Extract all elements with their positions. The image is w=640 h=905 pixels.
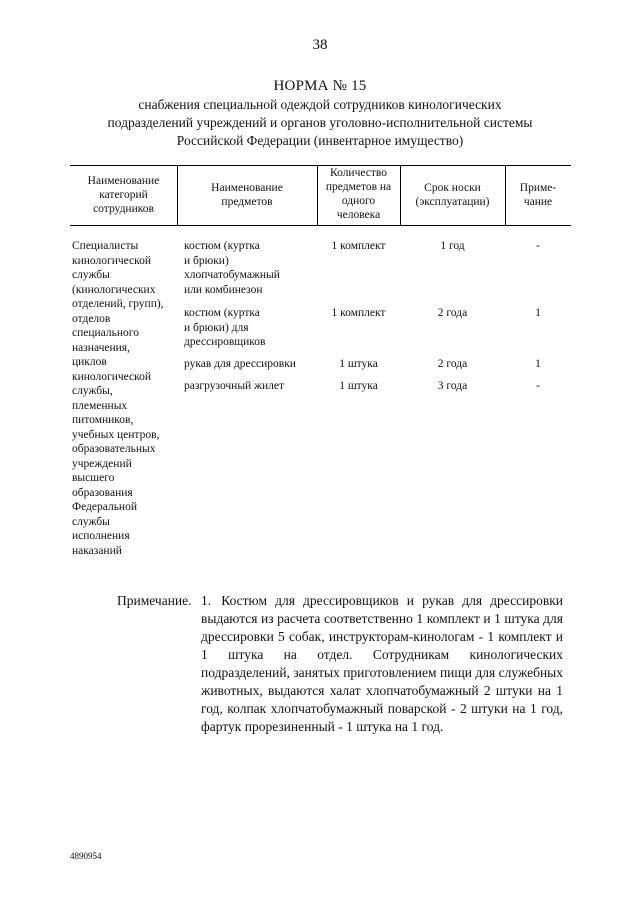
table-row-quantity: 1 штука [339,358,378,370]
table-row-note: - [536,380,540,392]
document-subtitle [70,96,570,150]
note-number: 1. [201,593,212,608]
document-title: НОРМА № 15 [273,78,367,94]
page-number: 38 [312,37,328,53]
table-row-note: - [536,240,540,252]
table-row-item: разгрузочный жилет [184,380,285,392]
table-row-term: 2 года [437,358,468,370]
table-row-item: костюм (куртка и брюки) для дрессировщиков [184,307,266,348]
document-code: 4890954 [70,851,102,861]
table-row-note: 1 [535,358,541,370]
table-row-item: костюм (куртка и брюки) хлопчатобумажный или комбинезон [184,240,280,296]
header-quantity: Количество предметов на одного человека [325,167,392,221]
category-cell: Специалисты кинологической службы (кинологических отделений, групп), отделов специального назначения, циклов кинологической службы, племенных питомников, учебных центров, образовательных учреждений высшего образования Федеральной службы исполнения наказаний [72,240,164,557]
header-note: Приме- чание [519,182,557,208]
table-row-item: рукав для дрессировки [184,358,296,370]
subtitle-line: Российской Федерации (инвентарное имущество) [176,133,464,148]
table-header-border [70,225,571,226]
note-body [201,592,563,736]
table-row-term: 3 года [437,380,468,392]
table-row-term: 2 года [437,307,468,319]
note-text: Костюм для дрессировщиков и рукав для дрессировки выдаются из расчета соответственно 1 комплект и 1 штука для дрессировки 5 собак, инструкторам-кинологам - 1 комплект и 1 штука на отдел. Сотрудникам кинологических подразделений, занятых приготовлением пищи для служебных животных, выдаются халат хлопчатобумажный 2 штуки на 1 год, колпак хлопчатобумажный поварской - 2 штуки на 1 год, фартук прорезиненный - 1 штука на 1 год. [201,593,563,734]
subtitle-line: снабжения специальной одеждой сотрудников кинологических [138,97,502,112]
header-category: Наименование категорий сотрудников [87,175,160,215]
note-label: Примечание. [117,593,192,608]
table-row-quantity: 1 штука [339,380,378,392]
header-term: Срок носки (эксплуатации) [415,182,490,208]
table-row-quantity: 1 комплект [331,240,386,252]
table-row-term: 1 год [440,240,465,252]
subtitle-line: подразделений учреждений и органов уголовно-исполнительной системы [107,115,533,130]
table-row-note: 1 [535,307,541,319]
header-item: Наименование предметов [211,182,283,208]
table-row-quantity: 1 комплект [331,307,386,319]
